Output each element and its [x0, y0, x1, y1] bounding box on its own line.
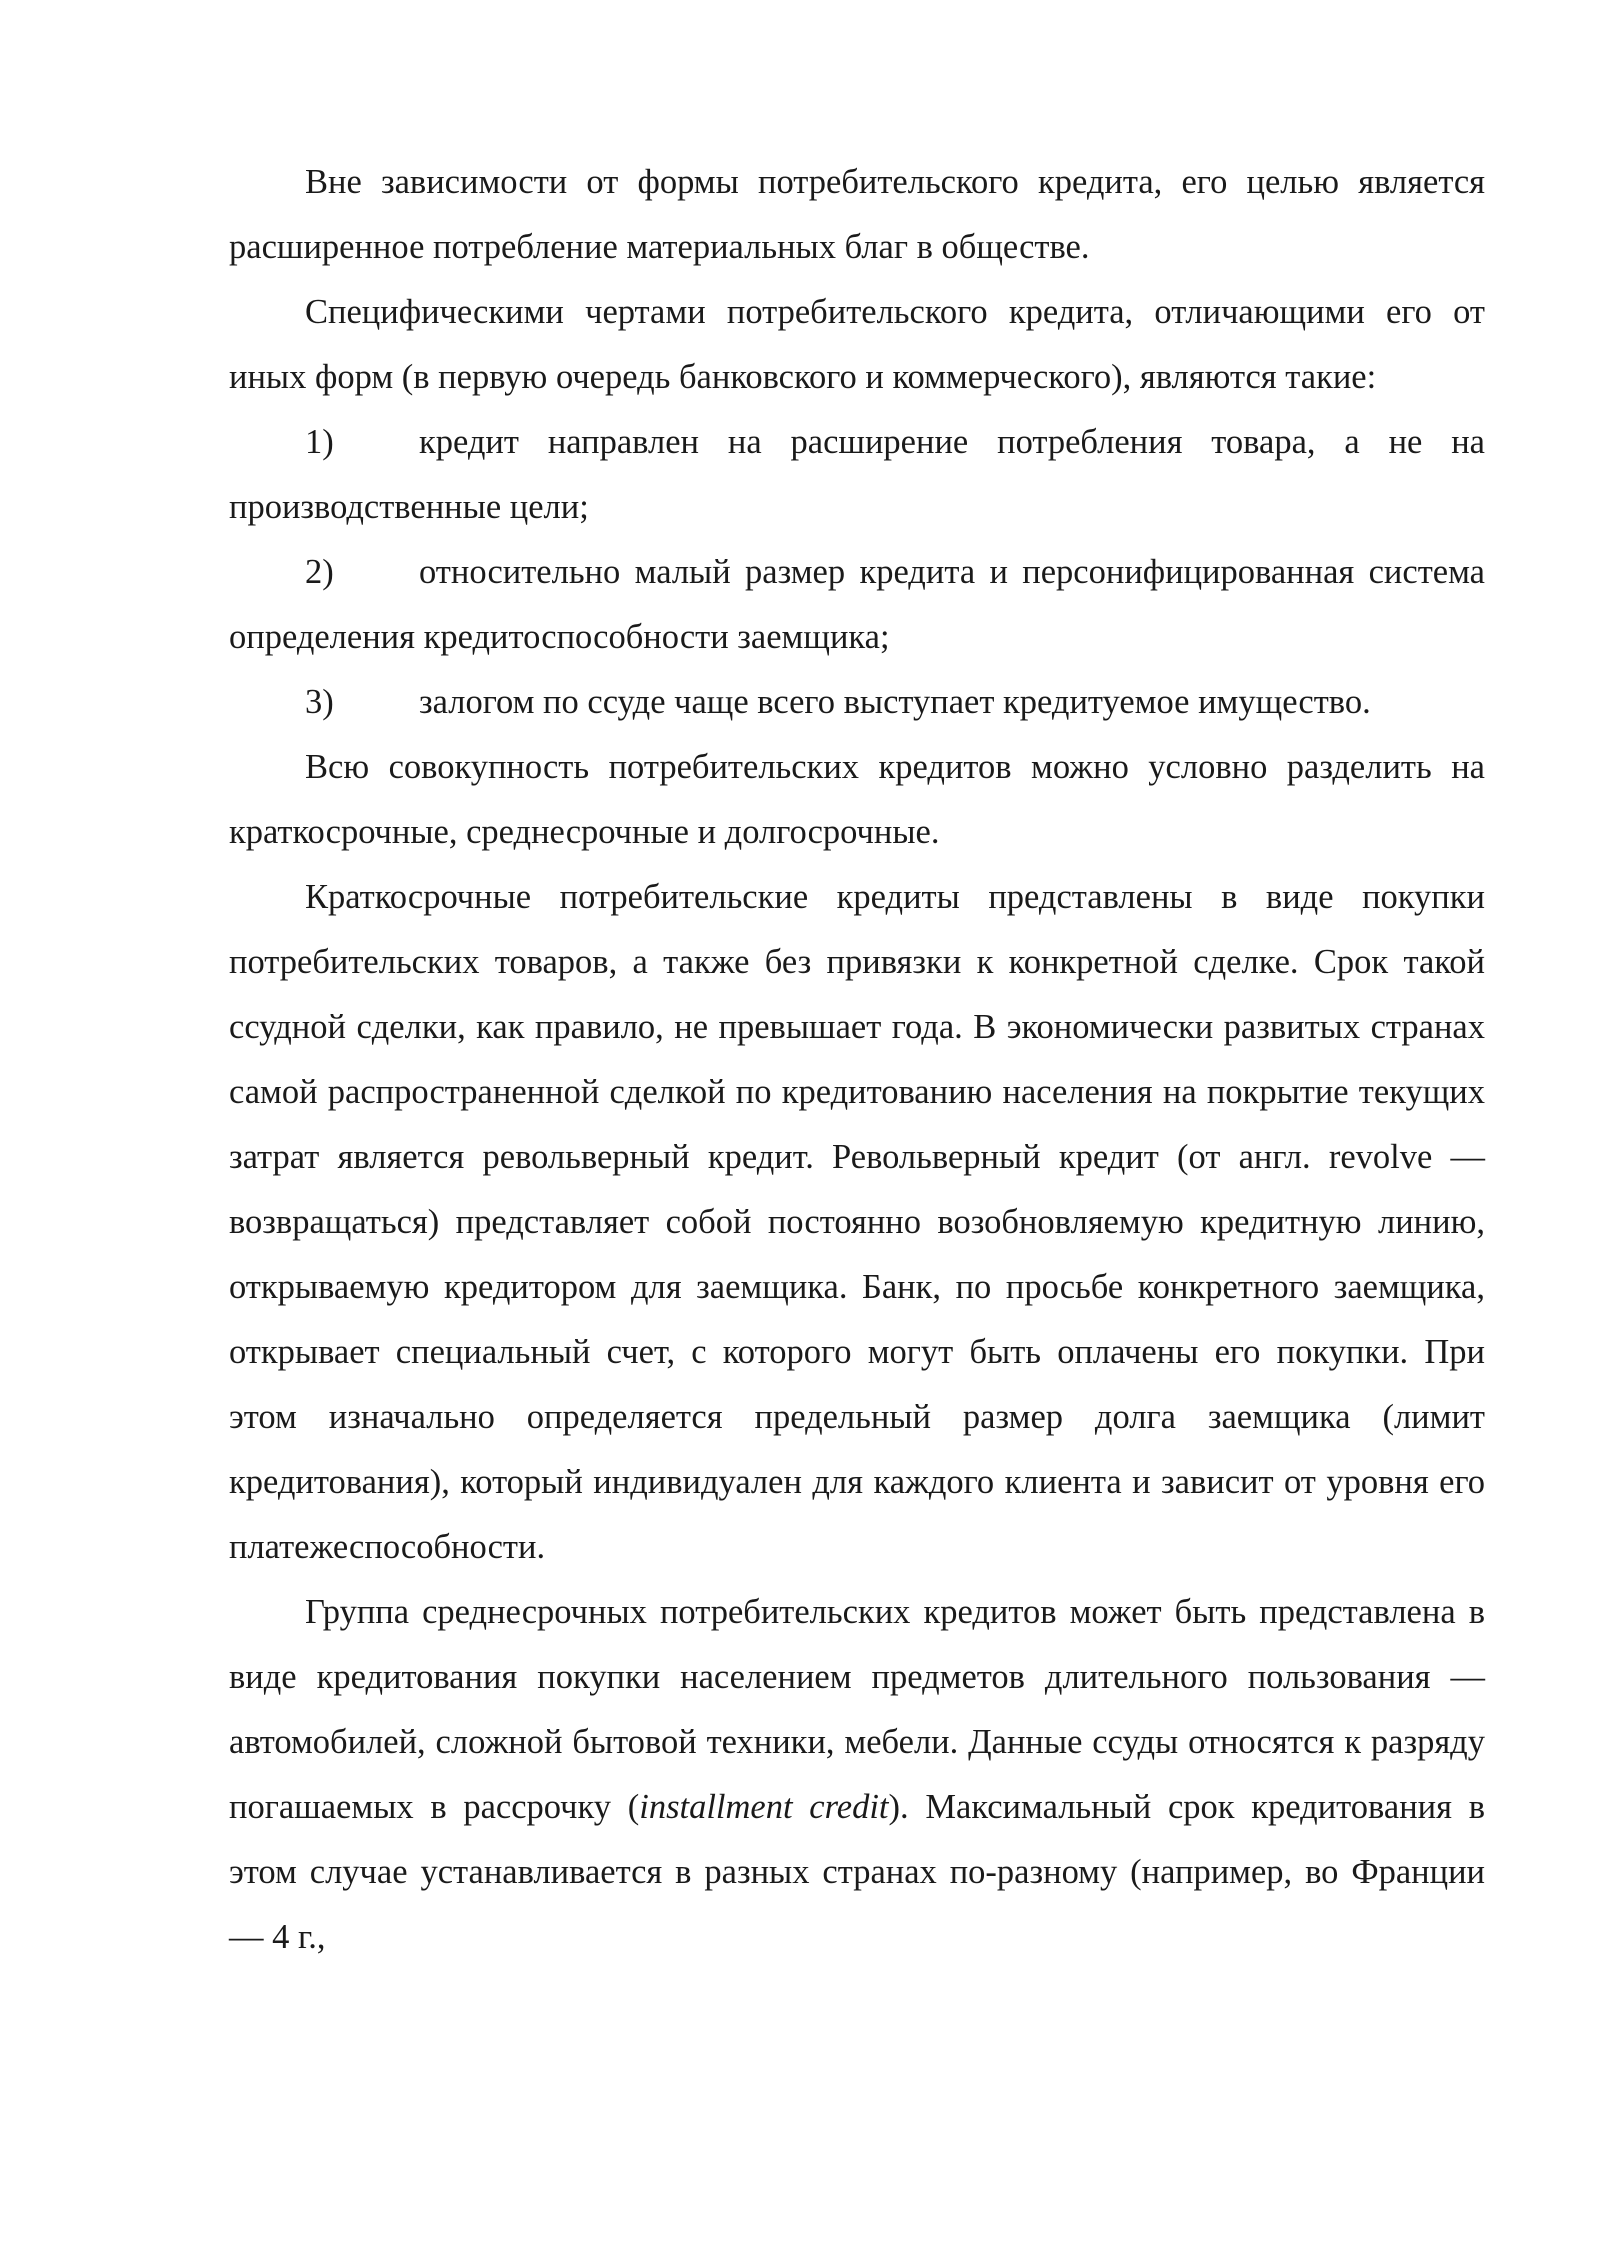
- list-number: 2): [305, 553, 334, 591]
- list-item-text: кредит направлен на расширение потребления товара, а не на производственные цели;: [229, 423, 1485, 526]
- paragraph-purpose: Вне зависимости от формы потребительского кредита, его целью является расширенное потребление материальных благ в обществе.: [229, 163, 1485, 266]
- list-item-text: относительно малый размер кредита и персонифицированная система определения кредитоспособности заемщика;: [229, 553, 1485, 656]
- installment-credit-term: installment credit: [639, 1788, 889, 1826]
- paragraph-classification: Всю совокупность потребительских кредитов можно условно разделить на краткосрочные, среднесрочные и долгосрочные.: [229, 748, 1485, 851]
- list-number: 1): [305, 423, 334, 461]
- list-item-1: [229, 410, 1485, 540]
- list-item-2: [229, 540, 1485, 670]
- paragraph-features-intro: Специфическими чертами потребительского кредита, отличающими его от иных форм (в первую очередь банковского и коммерческого), являются такие:: [229, 293, 1485, 396]
- list-item-3: [229, 670, 1485, 735]
- medium-term-text-end: ). Максимальный срок кредитования в этом случае устанавливается в разных странах по-разному (например, во Франции — 4 г.,: [229, 1788, 1485, 1956]
- document-body: [229, 150, 1485, 1970]
- paragraph-short-term: Краткосрочные потребительские кредиты представлены в виде покупки потребительских товаров, а также без привязки к конкретной сделке. Срок такой ссудной сделки, как правило, не превышает года. В экономически развитых странах самой распространенной сделкой по кредитованию населения на покрытие текущих затрат является револьверный кредит. Револьверный кредит (от англ. revolve — возвращаться) представляет собой постоянно возобновляемую кредитную линию, открываемую кредитором для заемщика. Банк, по просьбе конкретного заемщика, открывает специальный счет, с которого могут быть оплачены его покупки. При этом изначально определяется предельный размер долга заемщика (лимит кредитования), который индивидуален для каждого клиента и зависит от уровня его платежеспособности.: [229, 878, 1485, 1566]
- medium-term-text-start: Группа среднесрочных потребительских кредитов может быть представлена в виде кредитования покупки населением предметов длительного пользования — автомобилей, сложной бытовой техники, мебели. Данные ссуды относятся к разряду погашаемых в рассрочку (: [229, 1593, 1485, 1826]
- list-item-text: залогом по ссуде чаще всего выступает кредитуемое имущество.: [419, 683, 1371, 721]
- list-number: 3): [305, 683, 334, 721]
- paragraph-medium-term: [229, 1580, 1485, 1970]
